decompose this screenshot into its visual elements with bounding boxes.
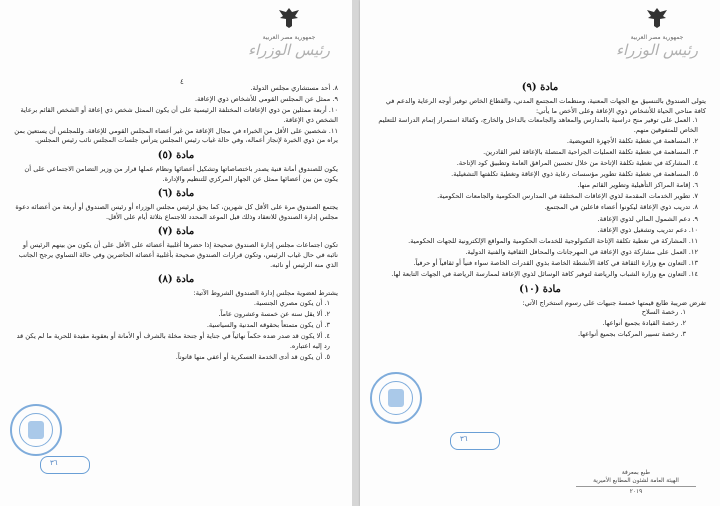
list-item: ١١. المشاركة في تغطية تكلفة الإتاحة التكنولوجية للخدمات الحكومية والمواقع الإلكترونية للجهات الحكومية. — [408, 236, 698, 245]
list-item: ٨. أحد مستشاري مجلس الدولة. — [250, 84, 338, 92]
article-10-intro: تفرض ضريبة طابع قيمتها خمسة جنيهات على رسوم استخراج الآتي: — [522, 298, 706, 307]
left-header — [244, 6, 334, 59]
article-8-title: مادة (٨) — [157, 274, 195, 286]
article-6-text: يجتمع الصندوق مرة على الأقل كل شهرين، كما يحق لرئيس مجلس الوزراء أو رئيس الصندوق أو أربعة من أعضائه دعوة مجلس إدارة الصندوق للانعقاد وذلك قبل الموعد المحدد للاجتماع بثلاثة أيام على الأقل. — [15, 203, 338, 221]
signature-stamp — [450, 432, 500, 450]
list-item: ٧. تطوير الخدمات المقدمة لذوي الإعاقات المختلفة في المدارس الحكومية والجامعات الحكومية. — [437, 192, 698, 201]
list-item: ١٠. دعم تدريب وتشغيل ذوي الإعاقة. — [597, 225, 698, 234]
list-item: ٣. أن يكون متمتعاً بحقوقه المدنية والسياسية. — [206, 321, 330, 329]
list-item: ١. العمل على توفير منح دراسية بالمدارس والمعاهد والجامعات بالداخل والخارج، وكفالة استمرار إتمام الدراسة للتعليم الخاص للمتفوقين منهم. — [378, 116, 698, 134]
page-number: ٤ — [180, 78, 184, 86]
article-10-title: مادة (١٠) — [519, 283, 561, 295]
footer-line-2: الهيئة العامة لشئون المطابع الأميرية — [593, 478, 679, 484]
header-sub: جمهورية مصر العربية — [262, 34, 316, 41]
article-9-title: مادة (٩) — [521, 82, 559, 93]
left-page — [0, 0, 352, 506]
list-item: ٤. ألا يكون قد صدر ضده حكماً نهائياً في جناية أو جنحة مخلة بالشرف أو الأمانة أو بعقوبة مقيدة للحرية ما لم يكن قد رد إليه اعتباره. — [16, 332, 330, 350]
list-item: ٩. ممثل عن المجلس القومي للأشخاص ذوي الإعاقة. — [194, 95, 338, 104]
list-item: ٤. المشاركة في تغطية تكلفة الإتاحة من خلال تحسين المرافق العامة وتطبيق كود الإتاحة. — [456, 159, 698, 168]
eagle-emblem-icon — [644, 6, 670, 30]
conditions-list — [14, 299, 330, 363]
printer-footer — [576, 469, 696, 496]
list-item: ١٢. العمل على مشاركة ذوي الإعاقة في المهرجانات والمحافل الثقافية والفنية الدولية. — [465, 247, 698, 256]
official-seal-stamp — [370, 372, 422, 424]
article-6-title: مادة (٦) — [157, 188, 195, 200]
right-page — [360, 0, 720, 506]
list-item: ٨. تدريب ذوي الإعاقة ليكونوا أعضاء فاعلين في المجتمع. — [544, 203, 698, 212]
list-item: ١٣. التعاون مع وزارة الثقافة في كافة الأنشطة الخاصة بذوي القدرات الخاصة سواء فنياً أو ثقافياً أو حرفياً. — [413, 258, 698, 267]
header-logo: رئيس الوزراء — [615, 41, 699, 59]
fees-list — [374, 308, 686, 340]
list-item: ٩. دعم الشمول المالي لذوي الإعاقة. — [597, 214, 698, 223]
signature-stamp — [40, 456, 90, 474]
signature-code: ٣٦ — [460, 435, 468, 443]
article-9-intro: يتولى الصندوق بالتنسيق مع الجهات المعنية، ومنظمات المجتمع المدني، والقطاع الخاص توفير أوجه الرعاية والدعم في كافة مناحي الحياة للأشخاص ذوي الإعاقة وعلى الأخص ما يأتي: — [385, 97, 706, 115]
list-item: ٢. رخصة القيادة بجميع أنواعها. — [602, 319, 686, 328]
list-item: ٢. ألا يقل سنه عن خمسة وعشرون عاماً. — [218, 309, 330, 318]
list-item: ١. أن يكون مصري الجنسية. — [253, 298, 330, 307]
list-item: ١٠. أربعة ممثلين من ذوي الإعاقات المختلفة الرئيسية على أن يكون الممثل شخص ذي إعاقة أو الشخص القائم برعاية الشخص ذي الإعاقة. — [20, 106, 338, 124]
members-list — [14, 84, 338, 146]
right-header — [612, 6, 702, 59]
header-sub: جمهورية مصر العربية — [630, 34, 684, 41]
support-list — [374, 116, 698, 279]
page-gutter — [352, 0, 360, 506]
list-item: ٥. المساهمة في تغطية تكلفة تطوير مؤسسات رعاية ذوي الإعاقة وتغطية تكلفتها التشغيلية. — [451, 170, 698, 179]
right-content — [374, 78, 706, 341]
list-item: ٢. المساهمة في تغطية تكلفة الأجهزة التعويضية. — [566, 136, 698, 145]
footer-line-1: طبع بمعرفة — [621, 470, 651, 476]
footer-line-3: ٢٠١٩ — [629, 489, 643, 495]
header-logo: رئيس الوزراء — [247, 41, 331, 59]
list-item: ٣. رخصة تسيير المركبات بجميع أنواعها. — [578, 330, 686, 339]
list-item: ٥. أن يكون قد أدى الخدمة العسكرية أو أعفي منها قانوناً. — [175, 352, 330, 361]
list-item: ١. رخصة السلاح — [641, 308, 686, 317]
article-7-text: تكون اجتماعات مجلس إدارة الصندوق صحيحة إذا حضرها أغلبية أعضائه على الأقل على أن يكون من بينهم الرئيس أو نائبه في حال غياب الرئيس، وتكون قرارات الصندوق صحيحة بأغلبية أعضائه الحاضرين وفي حالة التساوي يرجح الجانب الذي منه الرئيس أو نائبه. — [18, 241, 338, 269]
eagle-emblem-icon — [276, 6, 302, 30]
official-seal-stamp — [10, 404, 62, 456]
article-8-intro: يشترط لعضوية مجلس إدارة الصندوق الشروط الآتية: — [193, 289, 338, 298]
list-item: ٦. إقامة المراكز التأهيلية وتطوير القائم منها. — [577, 181, 698, 190]
list-item: ١٤. التعاون مع وزارة الشباب والرياضة لتوفير كافة الوسائل لذوي الإعاقة لممارسة الرياضة في الجهات التابعة لها. — [391, 270, 698, 278]
article-5-title: مادة (٥) — [157, 150, 195, 162]
list-item: ٣. المساهمة في تغطية تكلفة العمليات الجراحية المتصلة بالإعاقة لغير القادرين. — [483, 147, 698, 156]
list-item: ١١. شخصين على الأقل من الخبراء في مجال الإعاقة من غير أعضاء المجلس القومي للإعاقة. وللمجلس أن يستعين بمن يراه من ذوي الخبرة لإنجاز أعماله، وفي حالة غياب رئيس المجلس يترأس جلسات المجلس نائب رئيس المجلس. — [14, 126, 338, 145]
article-5-text: يكون للصندوق أمانة فنية يصدر باختصاصاتها وتشكيل أعضائها ونظام عملها قرار من وزير التضامن الاجتماعي على أن يكون من بين أعضائها ممثل عن الجهاز المركزي للتنظيم والإدارة. — [24, 165, 338, 183]
left-content — [14, 84, 338, 364]
signature-code: ٣٦ — [50, 459, 58, 467]
article-7-title: مادة (٧) — [157, 226, 195, 238]
